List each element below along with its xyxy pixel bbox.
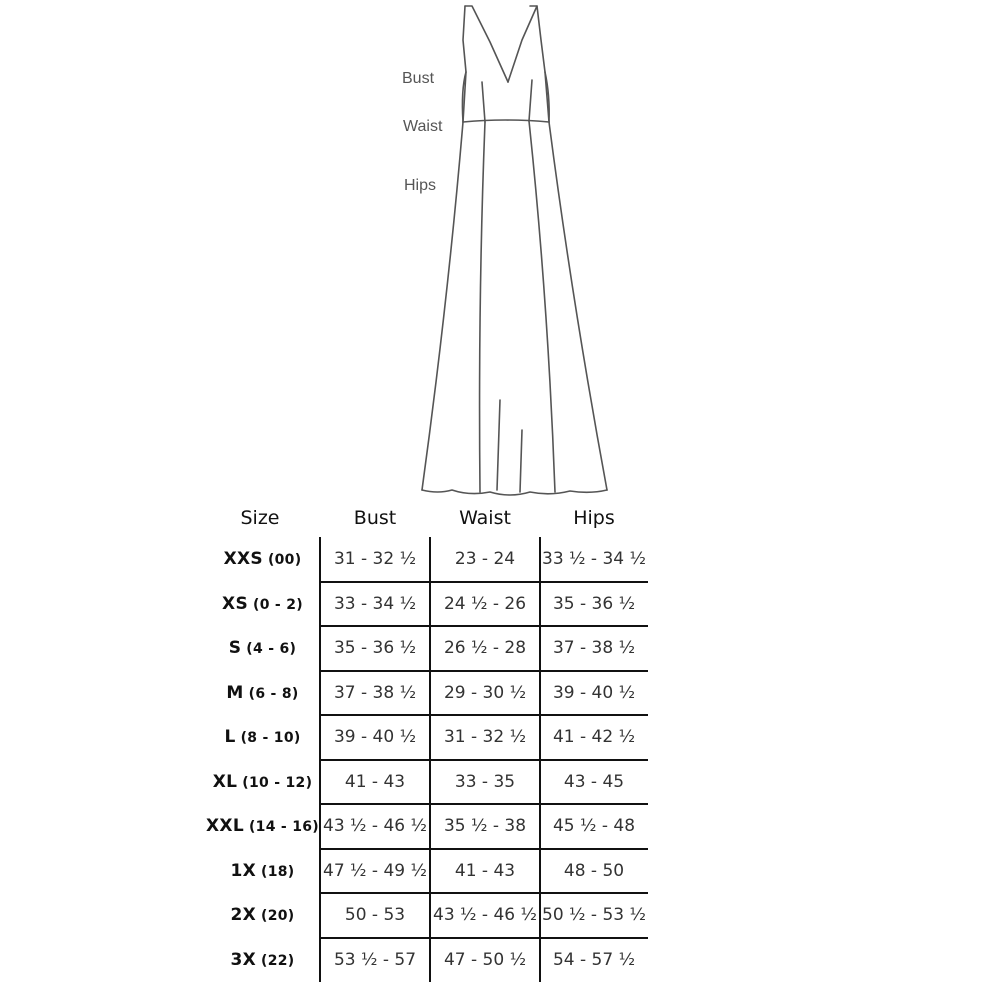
size-cell [205, 893, 320, 938]
size-numeric: (00) [267, 552, 302, 568]
table-row [205, 804, 648, 849]
size-cell [205, 938, 320, 983]
size-numeric: (22) [261, 952, 295, 969]
bust-callout-label: Bust [402, 70, 435, 87]
size-letter: 3X [230, 949, 257, 970]
bust-cell: 53 ½ - 57 [333, 949, 417, 970]
bust-cell: 31 - 32 ½ [333, 549, 417, 569]
table-row [205, 626, 648, 671]
waist-column-header: Waist [459, 507, 511, 529]
hips-cell: 45 ½ - 48 [552, 816, 636, 836]
table-row [205, 671, 648, 716]
waist-cell: 24 ½ - 26 [443, 593, 527, 614]
hips-cell: 37 - 38 ½ [552, 638, 636, 658]
table-row [205, 893, 648, 938]
hips-cell: 33 ½ - 34 ½ [542, 549, 646, 569]
size-cell [205, 760, 320, 805]
right-strap-outer [537, 6, 549, 122]
front-slit-right [520, 430, 522, 492]
bust-cell: 37 - 38 ½ [333, 682, 417, 703]
size-cell [205, 671, 320, 716]
hips-cell: 48 - 50 [563, 860, 625, 881]
waist-cell: 29 - 30 ½ [443, 682, 527, 703]
size-cell [205, 582, 320, 627]
size-cell [205, 715, 320, 760]
table-row [205, 849, 648, 894]
size-letter: XXL [206, 816, 244, 836]
size-numeric: (4 - 6) [246, 641, 297, 657]
waist-cell: 33 - 35 [454, 771, 516, 792]
hips-cell: 50 ½ - 53 ½ [542, 905, 646, 925]
waist-cell: 43 ½ - 46 ½ [433, 905, 537, 925]
table-row [205, 537, 648, 582]
left-strap [465, 6, 508, 82]
hips-cell: 39 - 40 ½ [552, 682, 636, 703]
hips-column-header: Hips [573, 507, 615, 529]
bust-column-header: Bust [353, 507, 397, 529]
size-letter: XL [212, 771, 238, 792]
table-row [205, 938, 648, 983]
size-numeric: (0 - 2) [253, 596, 303, 613]
bust-cell: 41 - 43 [344, 771, 406, 792]
bust-cell: 50 - 53 [344, 905, 406, 925]
size-column-header: Size [240, 507, 280, 529]
skirt-seam-left [480, 122, 485, 492]
waist-cell: 31 - 32 ½ [443, 727, 527, 747]
waist-callout-label: Waist [403, 118, 443, 135]
size-numeric: (10 - 12) [242, 774, 313, 791]
size-letter: S [228, 638, 242, 658]
bust-cell: 39 - 40 ½ [333, 727, 417, 747]
bust-cell: 47 ½ - 49 ½ [323, 860, 427, 881]
hips-cell: 41 - 42 ½ [552, 727, 636, 747]
size-cell [205, 626, 320, 671]
size-cell [205, 849, 320, 894]
waist-cell: 41 - 43 [454, 860, 516, 881]
size-numeric: (20) [261, 908, 295, 924]
size-numeric: (6 - 8) [248, 685, 299, 702]
waist-cell: 47 - 50 ½ [443, 949, 527, 970]
size-letter: 2X [230, 905, 257, 925]
table-row [205, 715, 648, 760]
left-strap-outer [463, 6, 466, 122]
bodice-seam-left [482, 82, 485, 122]
bust-cell: 43 ½ - 46 ½ [323, 816, 427, 836]
right-strap [508, 6, 537, 82]
size-letter: 1X [230, 860, 257, 881]
waist-cell: 23 - 24 [454, 549, 516, 569]
skirt-hem [422, 490, 607, 495]
bust-cell: 35 - 36 ½ [333, 638, 417, 658]
size-numeric: (8 - 10) [240, 730, 301, 746]
size-letter: XXS [223, 549, 263, 569]
hips-cell: 43 - 45 [563, 771, 625, 792]
size-numeric: (18) [261, 863, 295, 880]
table-row [205, 760, 648, 805]
bodice-seam-right [529, 80, 532, 121]
waist-cell: 35 ½ - 38 [443, 816, 527, 836]
skirt-seam-right [529, 121, 555, 492]
waist-seam [463, 120, 549, 122]
size-chart-table [205, 537, 648, 982]
front-slit [497, 400, 500, 490]
skirt-right-edge [549, 122, 607, 490]
size-cell [205, 804, 320, 849]
bust-cell: 33 - 34 ½ [333, 593, 417, 614]
size-cell [205, 537, 320, 582]
hips-cell: 54 - 57 ½ [552, 949, 636, 970]
waist-cell: 26 ½ - 28 [443, 638, 527, 658]
size-numeric: (14 - 16) [248, 819, 319, 835]
size-letter: XS [222, 593, 248, 614]
table-row [205, 582, 648, 627]
hips-cell: 35 - 36 ½ [552, 593, 636, 614]
size-letter: L [224, 727, 236, 747]
hips-callout-label: Hips [404, 177, 437, 194]
size-letter: M [226, 682, 244, 703]
